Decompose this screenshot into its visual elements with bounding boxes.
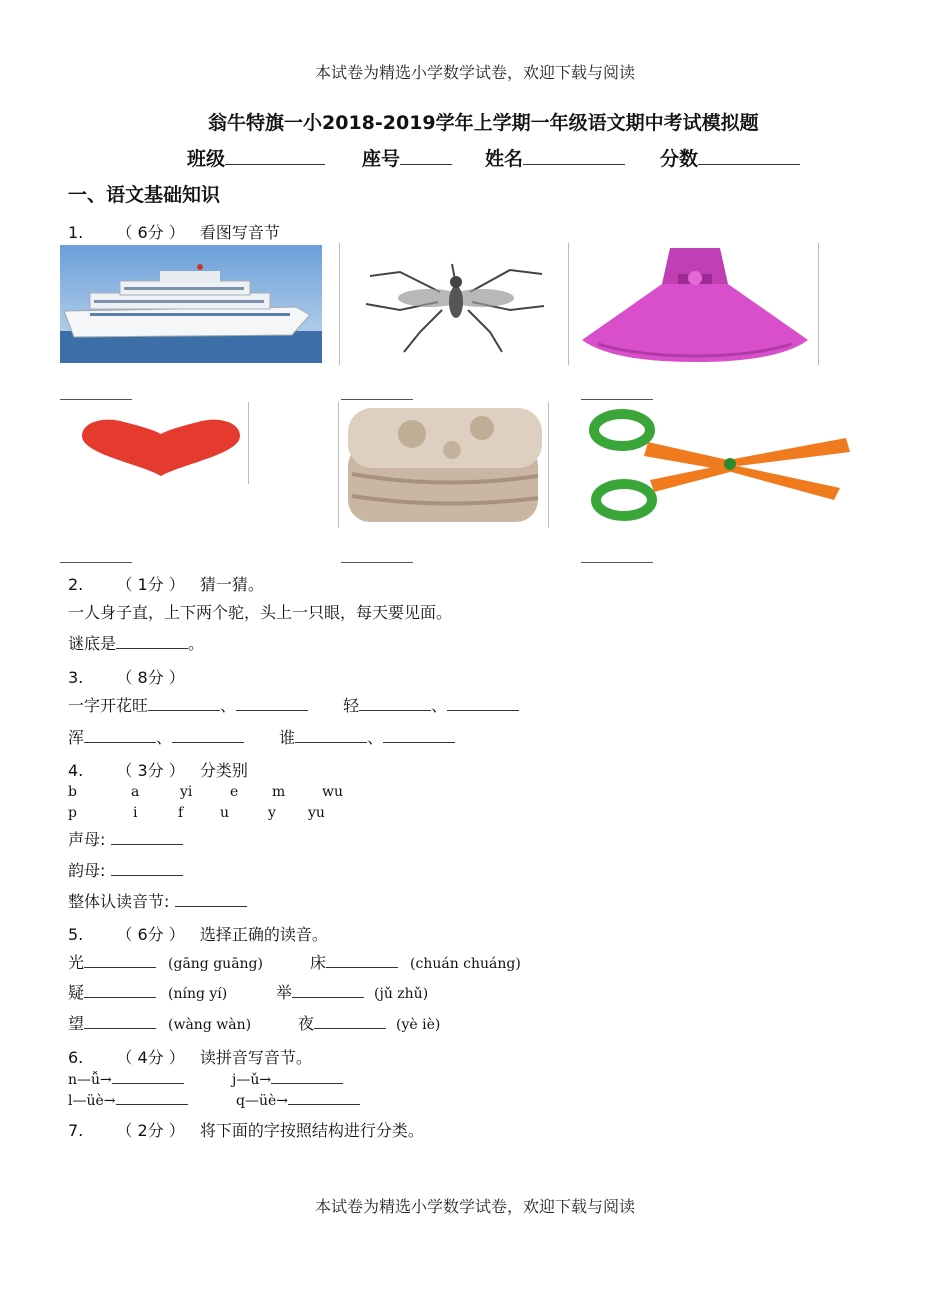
q5-field[interactable]	[84, 967, 156, 968]
q6-item	[236, 1093, 360, 1109]
q7-text: 将下面的字按照结构进行分类。	[199, 1121, 424, 1140]
q6-field[interactable]	[271, 1083, 343, 1084]
q3-word3: 浑	[68, 728, 85, 747]
q5-header	[68, 922, 328, 945]
answer-line-scissors[interactable]	[581, 562, 653, 563]
q6-pinyin: n—ǚ→	[68, 1072, 112, 1088]
q6-item	[232, 1072, 343, 1088]
q2-number: 2.	[68, 575, 84, 594]
scissors-image	[588, 408, 850, 524]
q6-item	[68, 1072, 184, 1088]
pinyin-item: wu	[322, 784, 343, 800]
q5-item	[298, 1011, 440, 1034]
q6-header	[68, 1045, 312, 1068]
info-name	[485, 144, 625, 171]
answer-line-dress[interactable]	[581, 399, 653, 400]
q6-field[interactable]	[116, 1104, 188, 1105]
class-field[interactable]	[225, 164, 325, 165]
q5-item	[310, 950, 521, 973]
seat-label: 座号	[362, 148, 401, 170]
q5-pinyin: (wàng wàn)	[168, 1017, 252, 1033]
q6-pinyin: q—üè→	[236, 1093, 288, 1109]
answer-line-heart[interactable]	[60, 562, 132, 563]
pinyin-item: f	[178, 805, 184, 821]
divider-line	[338, 402, 339, 528]
q3-field[interactable]	[295, 742, 367, 743]
divider-line	[548, 402, 549, 528]
q3-field[interactable]	[383, 742, 455, 743]
q1-text: 看图写音节	[199, 223, 280, 242]
q3-header	[68, 665, 185, 688]
pinyin-item: a	[131, 784, 140, 800]
blanket-image	[342, 404, 546, 528]
q6-field[interactable]	[112, 1083, 184, 1084]
q6-score: （ 4分 ）	[116, 1048, 185, 1067]
q1-header	[68, 220, 280, 243]
q4-initials-row	[68, 827, 183, 850]
q5-item	[276, 980, 428, 1003]
score-field[interactable]	[698, 164, 800, 165]
heart-image	[80, 418, 242, 478]
q7-score: （ 2分 ）	[116, 1121, 185, 1140]
q3-field[interactable]	[447, 710, 519, 711]
q2-riddle: 一人身子直，上下两个驼，头上一只眼，每天要见面。	[68, 603, 453, 622]
q6-number: 6.	[68, 1048, 84, 1067]
name-field[interactable]	[523, 164, 625, 165]
q3-row1	[68, 693, 519, 716]
q3-sep: 、	[431, 696, 448, 715]
q3-field[interactable]	[172, 742, 244, 743]
q3-field[interactable]	[236, 710, 308, 711]
q5-pinyin: (yè iè)	[396, 1017, 441, 1033]
name-label: 姓名	[485, 148, 524, 170]
divider-line	[568, 243, 569, 365]
q4-header	[68, 758, 248, 781]
pinyin-item: u	[220, 805, 230, 821]
q5-char: 光	[68, 953, 85, 972]
q3-score: （ 8分 ）	[116, 668, 185, 687]
q3-word4: 谁	[279, 728, 296, 747]
q2-score: （ 1分 ）	[116, 575, 185, 594]
info-class	[187, 144, 325, 171]
q3-field[interactable]	[84, 742, 156, 743]
pinyin-item: yu	[308, 805, 325, 821]
q1-number: 1.	[68, 223, 84, 242]
divider-line	[339, 243, 340, 365]
ship-image	[60, 245, 322, 363]
q3-sep: 、	[220, 696, 237, 715]
q6-text: 读拼音写音节。	[199, 1048, 312, 1067]
info-seat	[362, 144, 452, 171]
q5-item	[68, 980, 227, 1003]
answer-line-mosquito[interactable]	[341, 399, 413, 400]
q4-whole-label: 整体认读音节:	[68, 892, 170, 911]
q1-score: （ 6分 ）	[116, 223, 185, 242]
q5-number: 5.	[68, 925, 84, 944]
q5-field[interactable]	[292, 997, 364, 998]
answer-line-ship[interactable]	[60, 399, 132, 400]
seat-field[interactable]	[400, 164, 452, 165]
q5-text: 选择正确的读音。	[199, 925, 328, 944]
q6-pinyin: l—üè→	[68, 1093, 116, 1109]
q4-number: 4.	[68, 761, 84, 780]
q5-item	[68, 950, 263, 973]
pinyin-item: m	[272, 784, 286, 800]
divider-line	[818, 243, 819, 365]
info-score	[660, 144, 800, 171]
q3-row2	[68, 725, 455, 748]
q4-whole-row	[68, 889, 247, 912]
q2-answer-row	[68, 631, 204, 654]
answer-line-blanket[interactable]	[341, 562, 413, 563]
q5-field[interactable]	[326, 967, 398, 968]
pinyin-item: p	[68, 805, 77, 821]
q5-char: 夜	[298, 1014, 315, 1033]
q4-finals-label: 韵母:	[68, 861, 106, 880]
q5-field[interactable]	[84, 1028, 156, 1029]
q7-header	[68, 1118, 424, 1141]
q2-header	[68, 572, 264, 595]
q5-pinyin: (chuán chuáng)	[410, 956, 521, 972]
q6-item	[68, 1093, 188, 1109]
pinyin-item: i	[133, 805, 138, 821]
pinyin-item: y	[268, 805, 276, 821]
q3-word2: 轻	[343, 696, 360, 715]
dress-image	[578, 244, 812, 364]
section-title: 一、语文基础知识	[68, 184, 221, 206]
q3-number: 3.	[68, 668, 84, 687]
q5-char: 望	[68, 1014, 85, 1033]
q7-number: 7.	[68, 1121, 84, 1140]
q3-sep: 、	[367, 728, 384, 747]
q2-answer-label: 谜底是	[68, 634, 117, 653]
q4-score: （ 3分 ）	[116, 761, 185, 780]
q5-item	[68, 1011, 251, 1034]
pinyin-item: e	[230, 784, 239, 800]
q2-answer-end: 。	[188, 634, 205, 653]
q2-answer-field[interactable]	[116, 648, 188, 649]
q5-char: 疑	[68, 983, 85, 1002]
q3-field[interactable]	[148, 710, 220, 711]
mosquito-image	[360, 262, 550, 354]
q5-field[interactable]	[84, 997, 156, 998]
q4-whole-field[interactable]	[175, 906, 247, 907]
q3-word1: 一字开花旺	[68, 696, 149, 715]
score-label: 分数	[660, 148, 699, 170]
q5-char: 床	[310, 953, 327, 972]
page-title: 翁牛特旗一小2018-2019学年上学期一年级语文期中考试模拟题	[208, 112, 759, 134]
page-footer: 本试卷为精选小学数学试卷，欢迎下载与阅读	[314, 1197, 635, 1216]
q5-field[interactable]	[314, 1028, 386, 1029]
q3-field[interactable]	[359, 710, 431, 711]
q5-pinyin: (níng yí)	[168, 986, 228, 1002]
q6-pinyin: j—ǔ→	[232, 1072, 272, 1088]
q5-pinyin: (gāng guāng)	[168, 956, 263, 972]
page-header: 本试卷为精选小学数学试卷，欢迎下载与阅读	[314, 63, 635, 82]
divider-line	[248, 402, 249, 484]
q5-pinyin: (jǔ zhǔ)	[374, 986, 429, 1002]
q5-char: 举	[276, 983, 293, 1002]
q4-finals-row	[68, 858, 183, 881]
q4-text: 分类别	[199, 761, 248, 780]
pinyin-item: yi	[180, 784, 193, 800]
class-label: 班级	[187, 148, 226, 170]
q4-initials-label: 声母:	[68, 830, 106, 849]
q2-text: 猜一猜。	[199, 575, 264, 594]
q6-field[interactable]	[288, 1104, 360, 1105]
q3-sep: 、	[156, 728, 173, 747]
q5-score: （ 6分 ）	[116, 925, 185, 944]
q4-finals-field[interactable]	[111, 875, 183, 876]
pinyin-item: b	[68, 784, 77, 800]
q4-initials-field[interactable]	[111, 844, 183, 845]
